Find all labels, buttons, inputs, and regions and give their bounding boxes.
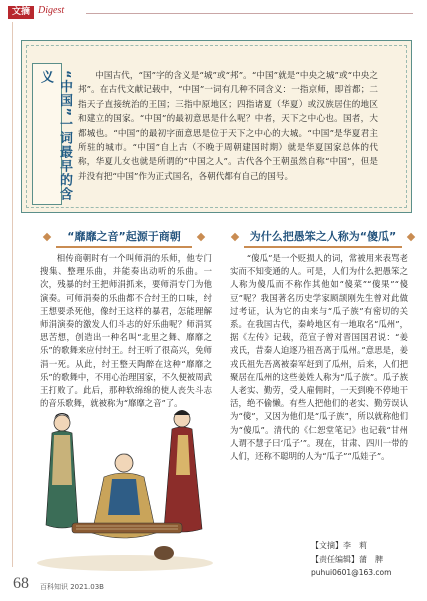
title-ornament: [197, 233, 205, 241]
header-rule: [86, 13, 413, 14]
intro-vertical-title: “中国”一词最早的含义: [38, 70, 72, 202]
article2-title-bar: [228, 226, 418, 248]
title-ornament: [43, 233, 51, 241]
article1-title-bar: [40, 226, 208, 248]
title-ornament: [231, 233, 239, 241]
zither-instrument: [72, 523, 182, 533]
intro-box: [21, 40, 412, 213]
margin-rule: [12, 22, 13, 567]
article2-title: 为什么把愚笨之人称为“傻瓜”: [249, 230, 397, 243]
editor-email: puhui0601@163.com: [311, 568, 392, 577]
source-credit: 【文摘】李 莉: [311, 541, 367, 550]
article2-body: “傻瓜”是一个贬损人的词，常被用来表骂老实而不知变通的人。可是，人们为什么把愚笨之人称为傻瓜而不称作其他如“傻菜”“傻果”“傻豆”呢？我国著名历史学家顾颉刚先生曾对此做过考证，认为它的由来与“瓜子族”有密切的关系。在我国古代，秦岭地区有一地取名“瓜州”，据《左传》记载，范宣子曾对晋国国君说：“姜戎氏，昔秦人迫逐乃祖吾离于瓜州。”意思是，姜戎氏祖先吾离被秦军赶到了瓜州，后来，人们把聚居在瓜州的这些姜姓人称为“瓜子族”。瓜子族人老实、勤劳，受人雇佣时，一天到晚不停地干活，绝不偷懒。有些人把他们的老实、勤劳误认为“傻”，又因为他们是“瓜子族”，所以就称他们为“傻瓜”。清代的《仁恕堂笔记》也记载“甘州人谓不慧子曰‘瓜子’”。现在，甘肃、四川一带的人们，还称不聪明的人为“瓜子”“瓜娃子”。: [230, 253, 408, 462]
section-name-en: Digest: [38, 5, 65, 16]
page-header: [0, 0, 427, 22]
title-underline: [56, 246, 192, 248]
magazine-issue: 百科知识 2021.03B: [40, 583, 104, 591]
musician-illustration: [32, 405, 218, 573]
article1-title: “靡靡之音”起源于商朝: [67, 230, 181, 243]
vertical-title-frame: [32, 63, 72, 205]
editor-credit: 【责任编辑】蒲 脾: [311, 555, 383, 564]
title-ornament: [407, 233, 415, 241]
article1-body: 相传商朝时有一个叫师涓的乐师，他专门搜集、整理乐曲，并能奏出动听的乐曲。一次，残暴的纣王把师涓抓来，要师涓专门为他演奏。可师涓奏的乐曲都不合纣王的口味，纣王想要杀死他，像纣王这样的暴君，怎能理解师涓演奏的激发人们斗志的好乐曲呢？师涓冥思苦想，创造出一种名叫“北里之舞、靡靡之乐”的歌舞来应付纣王。纣王听了很高兴，免师涓一死。从此，纣王整天陶醉在这种“靡靡之乐”的歌舞中，不用心治理国家，不久便被周武王打败了。此后，那种软绵绵的使人丧失斗志的音乐歌舞，就被称为“靡靡之音”了。: [40, 253, 212, 409]
intro-paragraph: 中国古代，“国”字的含义是“城”或“邦”。“中国”就是“中央之城”或“中央之邦”。在古代文献记载中，“中国”一词有几种不同含义：一指京师，即首都；二指天子直接统治的王国；三指中原地区；四指诸夏（华夏）或汉族居住的地区和建立的国家。“中国”的最初意思是什么呢？中者，天下之中心也。国者，大都城也。“中国”的最初字面意思是位于天下之中心的大城。“中国”是华夏君主所驻的城市。“中国”自上古（不晚于周朝建国时期）就是华夏国家总体的代称，华夏儿女也就是所谓的“中国之人”。古代各个王朝虽然自称“中国”，但是并没有把“中国”作为正式国名，各朝代都有自己的国号。: [78, 71, 378, 182]
right-figure: [164, 410, 202, 532]
page-number: 68: [13, 575, 29, 592]
title-underline: [244, 246, 402, 248]
section-tab: 文摘: [8, 6, 34, 19]
left-figure: [46, 413, 78, 528]
